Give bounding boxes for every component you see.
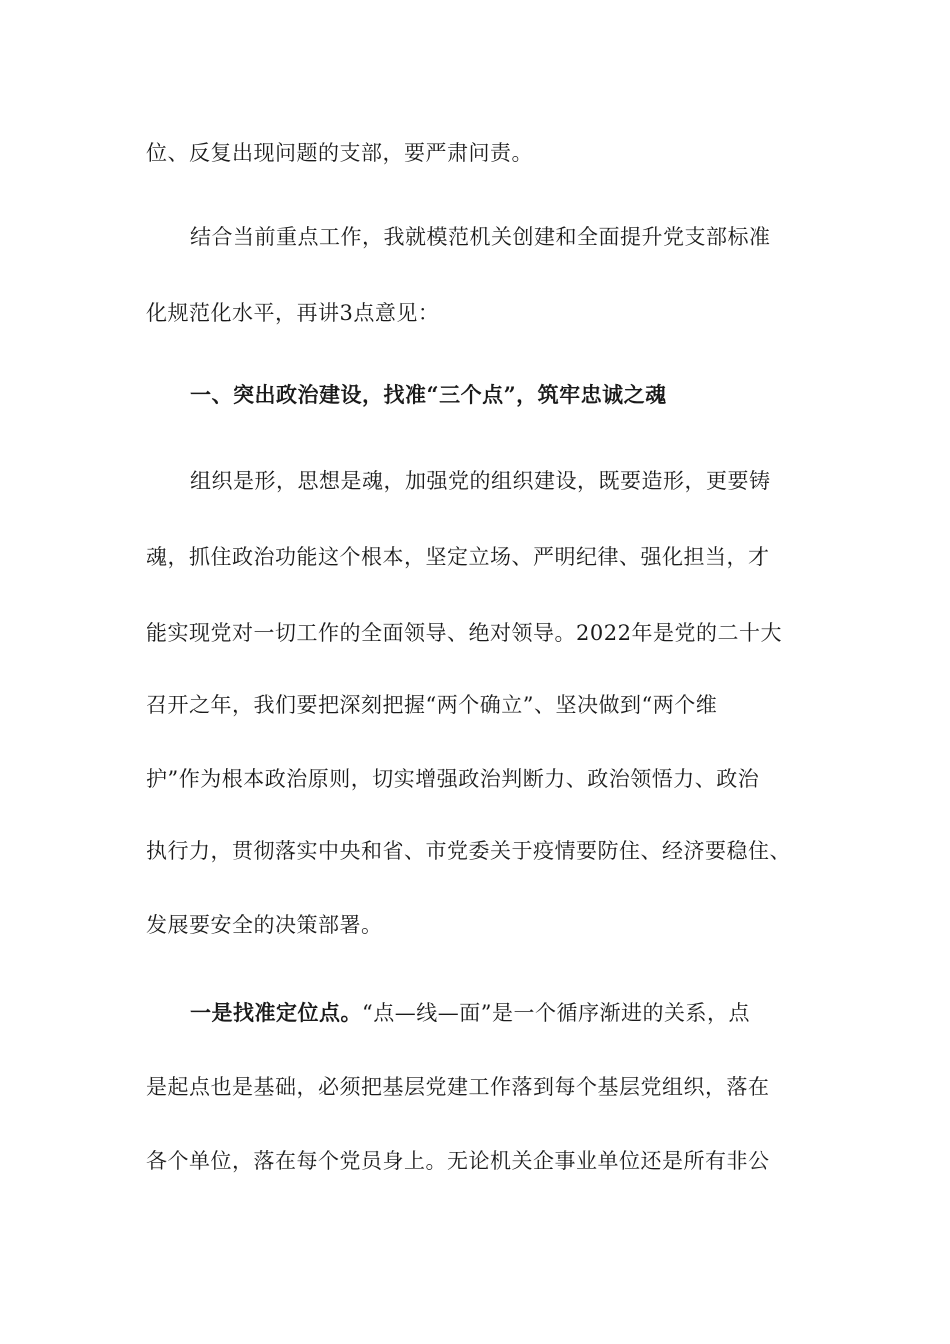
paragraph-4-line-1-text: “点—线—面”是一个循序渐进的关系，点 [362, 1001, 750, 1025]
paragraph-3-line-6: 执行力，贯彻落实中央和省、市党委关于疫情要防住、经济要稳住、 [146, 839, 791, 863]
paragraph-3-line-7: 发展要安全的决策部署。 [146, 913, 383, 937]
paragraph-4-line-1 [190, 998, 860, 1028]
paragraph-1-line-1: 位、反复出现问题的支部，要严肃问责。 [146, 141, 533, 165]
paragraph-3-line-3: 能实现党对一切工作的全面领导、绝对领导。2022年是党的二十大 [146, 621, 782, 645]
paragraph-3-line-2: 魂，抓住政治功能这个根本，坚定立场、严明纪律、强化担当，才 [146, 545, 770, 569]
paragraph-3-line-1: 组织是形，思想是魂，加强党的组织建设，既要造形，更要铸 [190, 469, 771, 493]
section-heading: 一、突出政治建设，找准“三个点”，筑牢忠诚之魂 [190, 382, 667, 407]
paragraph-4-lead: 一是找准定位点。 [190, 1000, 362, 1025]
paragraph-3-line-5: 护”作为根本政治原则，切实增强政治判断力、政治领悟力、政治 [146, 767, 760, 791]
paragraph-2-line-1: 结合当前重点工作，我就模范机关创建和全面提升党支部标准 [190, 225, 771, 249]
paragraph-4-line-2: 是起点也是基础，必须把基层党建工作落到每个基层党组织，落在 [146, 1075, 770, 1099]
paragraph-4-line-3: 各个单位，落在每个党员身上。无论机关企事业单位还是所有非公 [146, 1149, 770, 1173]
paragraph-3-line-4: 召开之年，我们要把深刻把握“两个确立”、坚决做到“两个维 [146, 693, 718, 717]
paragraph-2-line-2: 化规范化水平，再讲3点意见： [146, 301, 440, 325]
